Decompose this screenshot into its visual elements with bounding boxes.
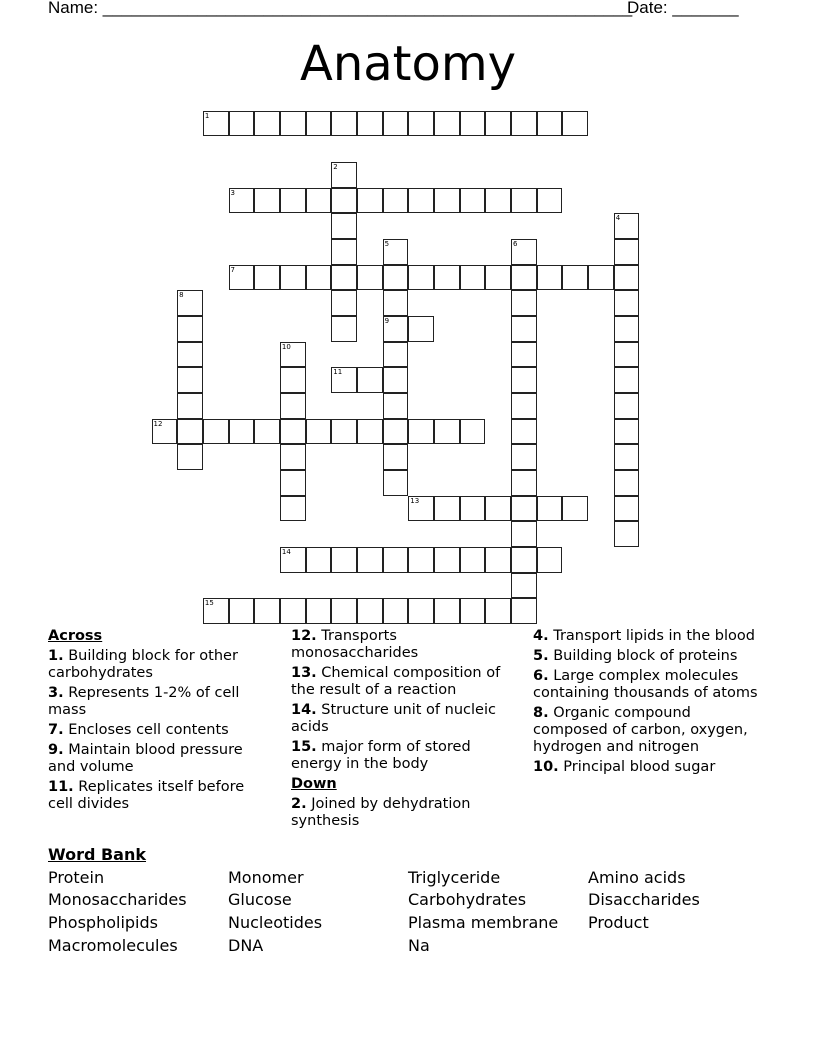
grid-cell[interactable] [460, 265, 486, 291]
grid-cell[interactable] [511, 393, 537, 419]
grid-cell[interactable] [434, 598, 460, 624]
clue-number: 15 [204, 599, 214, 608]
grid-cell[interactable] [614, 239, 640, 265]
name-field-label: Name: ________________________________________________________ [48, 0, 633, 17]
grid-cell[interactable] [177, 342, 203, 368]
grid-cell[interactable] [280, 111, 306, 137]
clue-number: 5 [384, 239, 390, 248]
word-bank-item: Triglyceride [408, 868, 501, 887]
grid-cell[interactable] [460, 188, 486, 214]
grid-cell[interactable] [306, 111, 332, 137]
grid-cell[interactable] [331, 213, 357, 239]
grid-cell[interactable] [383, 188, 409, 214]
page-title: Anatomy [299, 36, 517, 92]
grid-cell[interactable] [280, 598, 306, 624]
word-bank-item: Monomer [228, 868, 304, 887]
grid-cell[interactable] [331, 265, 357, 291]
grid-cell[interactable] [203, 598, 229, 624]
grid-cell[interactable] [511, 496, 537, 522]
clue-number: 7 [230, 265, 235, 274]
grid-cell[interactable] [229, 111, 255, 137]
grid-cell[interactable] [537, 496, 563, 522]
word-bank-item: Nucleotides [228, 913, 323, 932]
grid-cell[interactable] [460, 111, 486, 137]
grid-cell[interactable] [331, 547, 357, 573]
word-bank-item: Glucose [228, 890, 292, 909]
grid-cell[interactable] [614, 393, 640, 419]
grid-cell[interactable] [614, 496, 640, 522]
across-heading: Across [48, 628, 103, 644]
grid-cell[interactable] [408, 316, 434, 342]
word-bank-item: DNA [228, 936, 264, 955]
grid-cell[interactable] [511, 265, 537, 291]
grid-cell[interactable] [511, 342, 537, 368]
grid-cell[interactable] [511, 290, 537, 316]
grid-cell[interactable] [177, 419, 203, 445]
grid-cell[interactable] [357, 188, 383, 214]
grid-cell[interactable] [537, 265, 563, 291]
grid-cell[interactable] [229, 265, 255, 291]
word-bank-item: Amino acids [588, 868, 686, 887]
clue-number: 4 [615, 214, 621, 223]
clue-number: 8 [179, 291, 184, 300]
grid-cell[interactable] [614, 265, 640, 291]
grid-cell[interactable] [511, 239, 537, 265]
clue-number: 6 [513, 239, 518, 248]
grid-cell[interactable] [280, 444, 306, 470]
grid-cell[interactable] [485, 547, 511, 573]
grid-cell[interactable] [306, 188, 332, 214]
grid-cell[interactable] [537, 111, 563, 137]
grid-cell[interactable] [331, 188, 357, 214]
grid-cell[interactable] [537, 547, 563, 573]
grid-cell[interactable] [460, 496, 486, 522]
grid-cell[interactable] [511, 316, 537, 342]
grid-cell[interactable] [408, 111, 434, 137]
grid-cell[interactable] [614, 521, 640, 547]
grid-cell[interactable] [614, 213, 640, 239]
word-bank-item: Product [588, 913, 649, 932]
grid-cell[interactable] [614, 419, 640, 445]
grid-cell[interactable] [357, 547, 383, 573]
grid-cell[interactable] [511, 598, 537, 624]
grid-cell[interactable] [485, 265, 511, 291]
grid-cell[interactable] [408, 547, 434, 573]
grid-cell[interactable] [331, 111, 357, 137]
grid-cell[interactable] [383, 419, 409, 445]
clue-number: 9 [384, 316, 390, 325]
word-bank-item: Phospholipids [48, 913, 158, 932]
grid-cell[interactable] [562, 111, 588, 137]
word-bank-item: Macromolecules [48, 936, 178, 955]
grid-cell[interactable] [177, 444, 203, 470]
clue-number: 13 [410, 496, 420, 505]
grid-cell[interactable] [614, 470, 640, 496]
grid-cell[interactable] [383, 444, 409, 470]
word-bank-item: Disaccharides [588, 890, 700, 909]
grid-cell[interactable] [280, 419, 306, 445]
grid-cell[interactable] [306, 419, 332, 445]
grid-cell[interactable] [614, 290, 640, 316]
grid-cell[interactable] [331, 419, 357, 445]
grid-cell[interactable] [485, 496, 511, 522]
grid-cell[interactable] [383, 239, 409, 265]
clue-across-12: 12. Transports monosaccharides [291, 628, 419, 661]
grid-cell[interactable] [460, 547, 486, 573]
clue-across-9: 9. Maintain blood pressure and volume [48, 742, 243, 775]
grid-cell[interactable] [280, 342, 306, 368]
grid-cell[interactable] [254, 598, 280, 624]
grid-cell[interactable] [229, 188, 255, 214]
grid-cell[interactable] [614, 444, 640, 470]
clue-across-1: 1. Building block for other carbohydrates [48, 648, 238, 681]
grid-cell[interactable] [229, 419, 255, 445]
grid-cell[interactable] [614, 342, 640, 368]
grid-cell[interactable] [280, 367, 306, 393]
grid-cell[interactable] [177, 393, 203, 419]
grid-cell[interactable] [434, 496, 460, 522]
clue-down-10: 10. Principal blood sugar [533, 759, 716, 775]
grid-cell[interactable] [408, 496, 434, 522]
grid-cell[interactable] [177, 290, 203, 316]
grid-cell[interactable] [434, 419, 460, 445]
grid-cell[interactable] [434, 547, 460, 573]
grid-cell[interactable] [614, 316, 640, 342]
grid-cell[interactable] [331, 598, 357, 624]
grid-cell[interactable] [280, 393, 306, 419]
grid-cell[interactable] [511, 521, 537, 547]
clue-number: 11 [333, 368, 343, 377]
clue-across-15: 15. major form of stored energy in the body [291, 739, 471, 772]
grid-cell[interactable] [485, 188, 511, 214]
clue-number: 14 [281, 548, 291, 557]
grid-cell[interactable] [254, 265, 280, 291]
grid-cell[interactable] [383, 265, 409, 291]
grid-cell[interactable] [511, 444, 537, 470]
grid-cell[interactable] [383, 393, 409, 419]
grid-cell[interactable] [383, 598, 409, 624]
down-heading: Down [291, 776, 337, 792]
clue-down-6: 6. Large complex molecules containing thousands of atoms [533, 668, 758, 701]
grid-cell[interactable] [306, 265, 332, 291]
grid-cell[interactable] [383, 342, 409, 368]
word-bank-heading: Word Bank [48, 845, 147, 864]
grid-cell[interactable] [511, 573, 537, 599]
clue-across-13: 13. Chemical composition of the result of a reaction [291, 665, 501, 698]
grid-cell[interactable] [434, 111, 460, 137]
clue-column-3 [533, 628, 768, 779]
grid-cell[interactable] [562, 496, 588, 522]
word-bank-item: Carbohydrates [408, 890, 527, 909]
grid-cell[interactable] [306, 547, 332, 573]
clue-column-1 [48, 628, 260, 816]
grid-cell[interactable] [537, 188, 563, 214]
grid-cell[interactable] [254, 419, 280, 445]
grid-cell[interactable] [177, 367, 203, 393]
grid-cell[interactable] [280, 496, 306, 522]
grid-cell[interactable] [357, 419, 383, 445]
clue-number: 1 [204, 111, 210, 120]
grid-cell[interactable] [177, 316, 203, 342]
grid-cell[interactable] [331, 290, 357, 316]
grid-cell[interactable] [280, 265, 306, 291]
clue-number: 2 [333, 162, 338, 171]
grid-cell[interactable] [357, 265, 383, 291]
clue-across-11: 11. Replicates itself before cell divides [48, 779, 245, 812]
grid-cell[interactable] [434, 188, 460, 214]
clue-column-2 [291, 628, 513, 833]
grid-cell[interactable] [229, 598, 255, 624]
clue-down-5: 5. Building block of proteins [533, 648, 738, 664]
grid-cell[interactable] [331, 239, 357, 265]
clue-across-3: 3. Represents 1-2% of cell mass [48, 685, 240, 718]
word-bank-item: Na [408, 936, 430, 955]
grid-cell[interactable] [280, 547, 306, 573]
word-bank-item: Protein [48, 868, 105, 887]
grid-cell[interactable] [511, 111, 537, 137]
grid-cell[interactable] [254, 111, 280, 137]
word-bank-item: Monosaccharides [48, 890, 187, 909]
grid-cell[interactable] [152, 419, 178, 445]
grid-cell[interactable] [383, 290, 409, 316]
grid-cell[interactable] [331, 367, 357, 393]
grid-cell[interactable] [383, 367, 409, 393]
grid-cell[interactable] [331, 316, 357, 342]
grid-cell[interactable] [485, 111, 511, 137]
clue-across-7: 7. Encloses cell contents [48, 722, 229, 738]
grid-cell[interactable] [383, 316, 409, 342]
grid-cell[interactable] [306, 598, 332, 624]
grid-cell[interactable] [460, 598, 486, 624]
grid-cell[interactable] [383, 547, 409, 573]
grid-cell[interactable] [511, 470, 537, 496]
grid-cell[interactable] [511, 367, 537, 393]
grid-cell[interactable] [588, 265, 614, 291]
grid-cell[interactable] [203, 111, 229, 137]
grid-cell[interactable] [280, 470, 306, 496]
grid-cell[interactable] [408, 265, 434, 291]
grid-cell[interactable] [331, 162, 357, 188]
grid-cell[interactable] [614, 367, 640, 393]
grid-cell[interactable] [408, 188, 434, 214]
grid-cell[interactable] [203, 419, 229, 445]
grid-cell[interactable] [383, 470, 409, 496]
word-bank-item: Plasma membrane [408, 913, 559, 932]
grid-cell[interactable] [254, 188, 280, 214]
grid-cell[interactable] [485, 598, 511, 624]
grid-cell[interactable] [511, 419, 537, 445]
clue-across-14: 14. Structure unit of nucleic acids [291, 702, 496, 735]
grid-cell[interactable] [357, 367, 383, 393]
clue-number: 3 [230, 188, 235, 197]
grid-cell[interactable] [357, 598, 383, 624]
clue-down-2: 2. Joined by dehydration synthesis [291, 796, 471, 829]
grid-cell[interactable] [357, 111, 383, 137]
clue-down-4: 4. Transport lipids in the blood [533, 628, 755, 644]
grid-cell[interactable] [280, 188, 306, 214]
grid-cell[interactable] [434, 265, 460, 291]
clue-number: 12 [153, 419, 163, 428]
grid-cell[interactable] [408, 419, 434, 445]
grid-cell[interactable] [511, 188, 537, 214]
date-field-label: Date: _______ [627, 0, 739, 17]
grid-cell[interactable] [383, 111, 409, 137]
clue-down-8: 8. Organic compound composed of carbon, oxygen, hydrogen and nitrogen [533, 705, 748, 755]
clue-number: 10 [281, 342, 291, 351]
grid-cell[interactable] [460, 419, 486, 445]
grid-cell[interactable] [511, 547, 537, 573]
grid-cell[interactable] [562, 265, 588, 291]
grid-cell[interactable] [408, 598, 434, 624]
